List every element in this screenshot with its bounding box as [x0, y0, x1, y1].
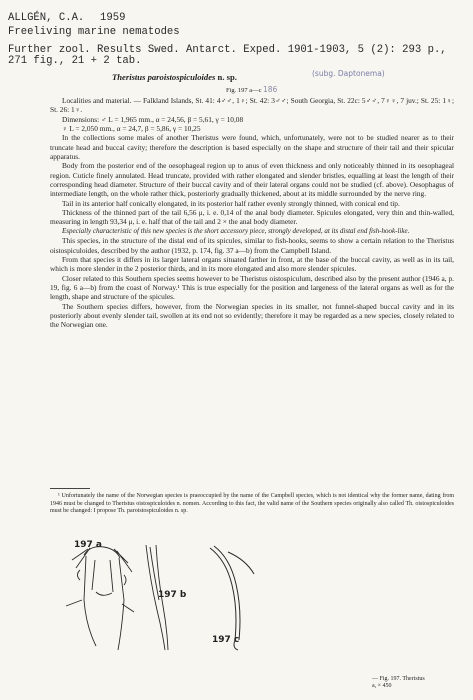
- figure-label-b: 197 b: [158, 590, 187, 600]
- figure-reference: Fig. 197 a—c: [226, 87, 262, 94]
- figure-caption-line2: a, × 450: [372, 683, 392, 689]
- paragraph-collections: In the collections some males of another Theristus were found, which, unfortunately, were not to be studied nearer as to their truncate head and buccal cavity; therefore the description is based especially on the shape and structure of their tail and their spicular apparatus.: [50, 133, 454, 162]
- figure-caption: [372, 676, 425, 690]
- figure-197a-drawing: [66, 547, 134, 650]
- paragraph-tail: Tail in its anterior half conically elongated, in its posterior half rather evenly strongly thinned, with conical end tip.: [62, 198, 400, 208]
- header-year: 1959: [100, 12, 126, 24]
- paragraph-localities: Localities and material. — Falkland Islands, St. 41: 4♂♂, 1♀; St. 42: 3♂♂; South Georgia, St. 22c: 5♂♂, 7♀♀, 7 juv.; St. 25: 1♀; St. 26: 1♀.: [50, 96, 454, 115]
- paragraph-thickness: Thickness of the thinned part of the tail 6,56 μ, i. e. 0,14 of the anal body diameter. Spicules elongated, very thin and thin-walled, measuring in length 93,34 μ, i. e. half that of the tail and 2 × the anal body diameter.: [50, 208, 454, 227]
- handwritten-page-number: 186: [263, 85, 278, 94]
- footnote-text: ¹ Unfortunately the name of the Norwegian species is praeoccupied by the name of the Campbell species, which is not identical why the former name, dating from 1946 must be changed to Theristus oistospiculoides n. nomen. According to this fact, the valid name of the Southern species originally also called Th. oistospiculoides must be changed: I propose Th. paroistospiculoides n. sp.: [50, 493, 454, 514]
- figure-label-a: 197 a: [74, 540, 102, 550]
- paragraph-differences: From that species it differs in its larger lateral organs situated farther in front, at the base of the buccal cavity, as well as in its tail, which is more slender in the 2 posterior thirds, and in its more elongated and also more slender spicules.: [50, 254, 454, 274]
- paragraph-closer-relation: Closer related to this Southern species seems however to be Theristus oistospiculum, described also by the present author (1946 a, p. 19, fig. 6 a—b) from the coast of Norway.¹ This is true especially for the position and largeness of the lateral organs as well as for the length, shape and structure of the spicules.: [50, 273, 454, 302]
- paragraph-relation: This species, in the structure of the distal end of its spicules, similar to fish-hooks, seems to show a certain relation to the Theristus oistospiculoides, described by the author (1932, p. 174, fig. 37 a—b) from the Campbell Island.: [50, 236, 454, 255]
- paragraph-dimensions-female: ♀ L = 2,050 mm., α = 24,7, β = 5,86, γ = 10,25: [62, 124, 201, 134]
- species-suffix: n. sp.: [215, 72, 237, 82]
- header-reference: Further zool. Results Swed. Antarct. Exped. 1901-1903, 5 (2): 293 p.,: [8, 44, 447, 56]
- species-name: Theristus paroistospiculoides: [112, 72, 216, 82]
- handwritten-subgenus: (subg. Daptonema): [312, 69, 385, 78]
- paragraph-southern-species: The Southern species differs, however, from the Norwegian species in its smaller, not funnel-shaped buccal cavity and in its posteriorly about evenly slender tail, swollen at its end not so evidently; therefore it may be regarded as a new species, closely related to the Norwegian one.: [50, 301, 454, 330]
- figure-caption-line1: — Fig. 197. Theristus: [372, 676, 425, 682]
- paragraph-body: Body from the posterior end of the oesophageal region up to anus of even thickness and only noticeably thinned in its oesophageal region. Cuticle finely annulated. Head truncate, provided with rather elongated and slender bristles, equalling at least the length of their corresponding head diameter. Structure of their buccal cavity and of their lateral organs could not be studied (cf. above). Oesophagus of intermediate length, on the whole rather thick, posteriorly gradually thickened, about at its middle surrounded by the nerve ring.: [50, 161, 454, 199]
- figure-label-c: 197 c: [212, 635, 240, 645]
- header-pagination: 271 fig., 21 + 2 tab.: [8, 55, 142, 67]
- paragraph-characteristic: Especially characteristic of this new species is the short accessory piece, strongly developed, at its distal end fish-hook-like.: [62, 226, 410, 235]
- paragraph-dimensions-male: Dimensions: ♂ L = 1,965 mm., α = 24,56, β = 5,61, γ = 10,08: [62, 114, 244, 124]
- header-author: ALLGÉN, C.A.: [8, 12, 85, 24]
- header-subject: Freeliving marine nematodes: [8, 26, 180, 38]
